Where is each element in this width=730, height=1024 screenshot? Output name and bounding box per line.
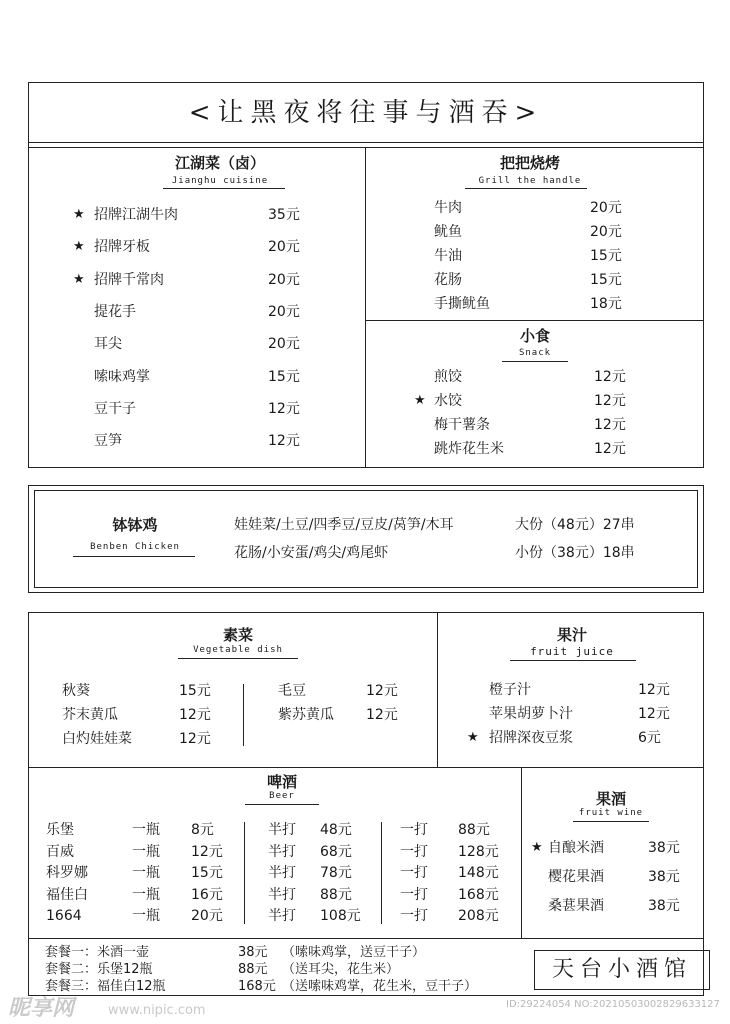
veg-item-price: 15元 [179,683,211,699]
benben-large-portion: 大份（48元）27串 [515,517,635,533]
beer-unit-bottle: 一瓶 [132,908,160,924]
jianghu-star-icon: ★ [73,207,85,222]
set-meal-price: 88元 [238,962,268,977]
jianghu-item-name: 嗦味鸡掌 [94,368,150,385]
veg-item-name: 白灼娃娃菜 [62,731,132,747]
jianghu-item-price: 12元 [268,400,300,417]
beer-unit-halfdozen: 半打 [268,843,296,860]
beer-name: 科罗娜 [46,865,88,881]
jianghu-star-icon: ★ [73,239,85,255]
beer-unit-dozen: 一打 [400,908,428,924]
menu-title: <让黑夜将往事与酒吞> [188,98,544,128]
bbq-item-name: 手撕鱿鱼 [434,296,490,312]
benben-ingredients-1: 娃娃菜/土豆/四季豆/豆皮/莴笋/木耳 [234,517,454,533]
snack-title: 小食 [519,327,550,345]
beer-unit-bottle: 一瓶 [132,886,160,903]
shop-name-stamp: 天台小酒馆 [534,950,710,990]
jianghu-item-price: 35元 [268,207,300,223]
jianghu-item-name: 招牌千常肉 [94,271,164,288]
snack-star-icon: ★ [414,393,426,408]
snack-underline [502,361,568,362]
wine-item-price: 38元 [648,898,680,914]
juice-item-price: 12元 [638,682,670,698]
benben-small-portion: 小份（38元）18串 [515,545,635,561]
benben-title: 钵钵鸡 [112,516,158,534]
beer-price-dozen: 208元 [458,908,499,924]
beer-unit-dozen: 一打 [400,865,428,881]
jianghu-title: 江湖菜（卤） [174,154,265,172]
beer-name: 福佳白 [46,886,88,903]
beer-unit-halfdozen: 半打 [268,865,296,881]
snack-item-name: 煎饺 [434,369,462,385]
beer-subtitle: Beer [269,791,295,801]
beer-unit-dozen: 一打 [400,886,428,903]
veg-column-divider [243,684,244,746]
juice-item-name: 橙子汁 [489,682,531,698]
bbq-item-name: 鱿鱼 [434,224,462,240]
beer-price-bottle: 15元 [191,865,223,881]
beer-unit-dozen: 一打 [400,843,428,860]
jianghu-item-name: 招牌牙板 [94,239,150,256]
beer-price-bottle: 12元 [191,843,223,860]
juice-star-icon: ★ [467,730,479,745]
jianghu-item-name: 招牌江湖牛肉 [94,207,178,223]
wine-item-name: 自酿米酒 [548,840,604,856]
beer-column-divider-1 [244,822,245,924]
jianghu-item-price: 20元 [268,336,300,353]
veg-subtitle: Vegetable dish [193,645,283,655]
jianghu-item-name: 耳尖 [94,336,122,353]
bbq-item-name: 花肠 [434,272,462,288]
jianghu-item-price: 20元 [268,239,300,256]
jianghu-item-price: 20元 [268,271,300,288]
beer-price-bottle: 8元 [191,822,214,838]
bbq-item-name: 牛油 [434,248,462,264]
bbq-item-price: 20元 [590,224,622,240]
bbq-subtitle: Grill the handle [478,176,582,186]
wine-item-name: 桑葚果酒 [548,898,604,914]
juice-item-name: 苹果胡萝卜汁 [489,706,573,722]
juice-underline [510,660,636,661]
veg-item-name: 紫苏黄瓜 [278,707,334,723]
jianghu-item-name: 豆干子 [94,400,136,417]
beer-unit-dozen: 一打 [400,822,428,838]
set-meal-name: 套餐二：乐堡12瓶 [45,962,153,977]
veg-underline [178,658,298,659]
wine-star-icon: ★ [531,840,543,855]
jianghu-item-name: 豆笋 [94,433,122,450]
bbq-item-name: 牛肉 [434,200,462,216]
benben-subtitle: Benben Chicken [90,542,180,552]
beer-price-halfdozen: 48元 [320,822,352,838]
jianghu-item-price: 12元 [268,433,300,450]
beer-price-bottle: 16元 [191,886,223,903]
veg-item-price: 12元 [179,731,211,747]
beer-unit-halfdozen: 半打 [268,822,296,838]
beer-name: 百威 [46,843,74,860]
beer-underline [245,804,319,805]
beer-unit-halfdozen: 半打 [268,908,296,924]
beer-name: 1664 [46,908,82,924]
snack-item-name: 水饺 [434,393,462,409]
jianghu-subtitle: Jianghu cuisine [171,176,269,186]
beer-price-halfdozen: 78元 [320,865,352,881]
beer-price-bottle: 20元 [191,908,223,924]
snack-item-price: 12元 [594,417,626,433]
juice-title: 果汁 [556,626,587,644]
veg-item-price: 12元 [366,707,398,723]
wine-item-price: 38元 [648,840,680,856]
bbq-item-price: 20元 [590,200,622,216]
bbq-item-price: 18元 [590,296,622,312]
snack-item-name: 跳炸花生米 [434,441,504,457]
snack-item-price: 12元 [594,369,626,385]
set-meal-name: 套餐三：福佳白12瓶 [45,979,166,994]
wine-item-name: 樱花果酒 [548,869,604,885]
beer-price-halfdozen: 68元 [320,843,352,860]
jianghu-item-price: 15元 [268,368,300,385]
veg-item-price: 12元 [179,707,211,723]
beer-wine-divider [521,767,522,938]
benben-underline [73,556,195,557]
bbq-underline [465,188,587,189]
beer-price-halfdozen: 88元 [320,886,352,903]
juice-item-price: 12元 [638,706,670,722]
jianghu-underline [163,188,285,189]
juice-item-price: 6元 [638,730,661,746]
set-meal-price: 168元 [238,979,276,994]
bbq-snack-divider [365,320,704,321]
bbq-item-price: 15元 [590,272,622,288]
beer-price-dozen: 168元 [458,886,499,903]
jianghu-star-icon: ★ [73,271,85,287]
title-divider-inner [28,147,704,148]
veg-item-name: 秋葵 [62,683,90,699]
jianghu-item-name: 提花手 [94,303,136,320]
beer-name: 乐堡 [46,822,74,838]
watermark-id: ID:29224054 NO:20210503002829633127 [506,999,720,1010]
jianghu-item-price: 20元 [268,303,300,320]
snack-item-name: 梅干薯条 [434,417,490,433]
set-meal-note: （送耳尖，花生米） [282,962,400,977]
beer-unit-halfdozen: 半打 [268,886,296,903]
top-column-divider [365,147,366,468]
bbq-item-price: 15元 [590,248,622,264]
snack-item-price: 12元 [594,441,626,457]
watermark-url: www.nipic.com [108,1003,206,1018]
beer-column-divider-2 [381,822,382,924]
set-meal-name: 套餐一：米酒一壶 [45,945,150,960]
juice-subtitle: fruit juice [530,645,614,658]
set-meal-note: （嗦味鸡掌，送豆干子） [282,945,426,960]
veg-juice-divider [437,612,438,767]
snack-item-price: 12元 [594,393,626,409]
beer-title: 啤酒 [266,773,297,791]
set-meal-note: （送嗦味鸡掌，花生米，豆干子） [282,979,478,994]
beer-price-dozen: 88元 [458,822,490,838]
set-meal-price: 38元 [238,945,268,960]
beer-price-dozen: 128元 [458,843,499,860]
wine-underline [573,821,649,822]
juice-item-name: 招牌深夜豆浆 [489,730,573,746]
bbq-title: 把把烧烤 [499,154,560,172]
beer-unit-bottle: 一瓶 [132,843,160,860]
veg-item-name: 毛豆 [278,683,306,699]
wine-item-price: 38元 [648,869,680,885]
wine-subtitle: fruit wine [578,808,644,818]
benben-frame-inner [34,490,698,588]
title-divider [28,142,704,143]
veg-item-name: 芥末黄瓜 [62,707,118,723]
beer-price-dozen: 148元 [458,865,499,881]
veg-item-price: 12元 [366,683,398,699]
mid-divider [28,767,704,768]
benben-ingredients-2: 花肠/小安蛋/鸡尖/鸡尾虾 [234,545,389,561]
snack-subtitle: Snack [518,348,552,358]
veg-title: 素菜 [222,626,253,644]
beer-price-halfdozen: 108元 [320,908,361,924]
beer-unit-bottle: 一瓶 [132,822,160,838]
sets-divider [28,938,704,939]
watermark-brand: 昵享网 [8,996,75,1021]
beer-unit-bottle: 一瓶 [132,865,160,881]
wine-title: 果酒 [595,790,626,808]
